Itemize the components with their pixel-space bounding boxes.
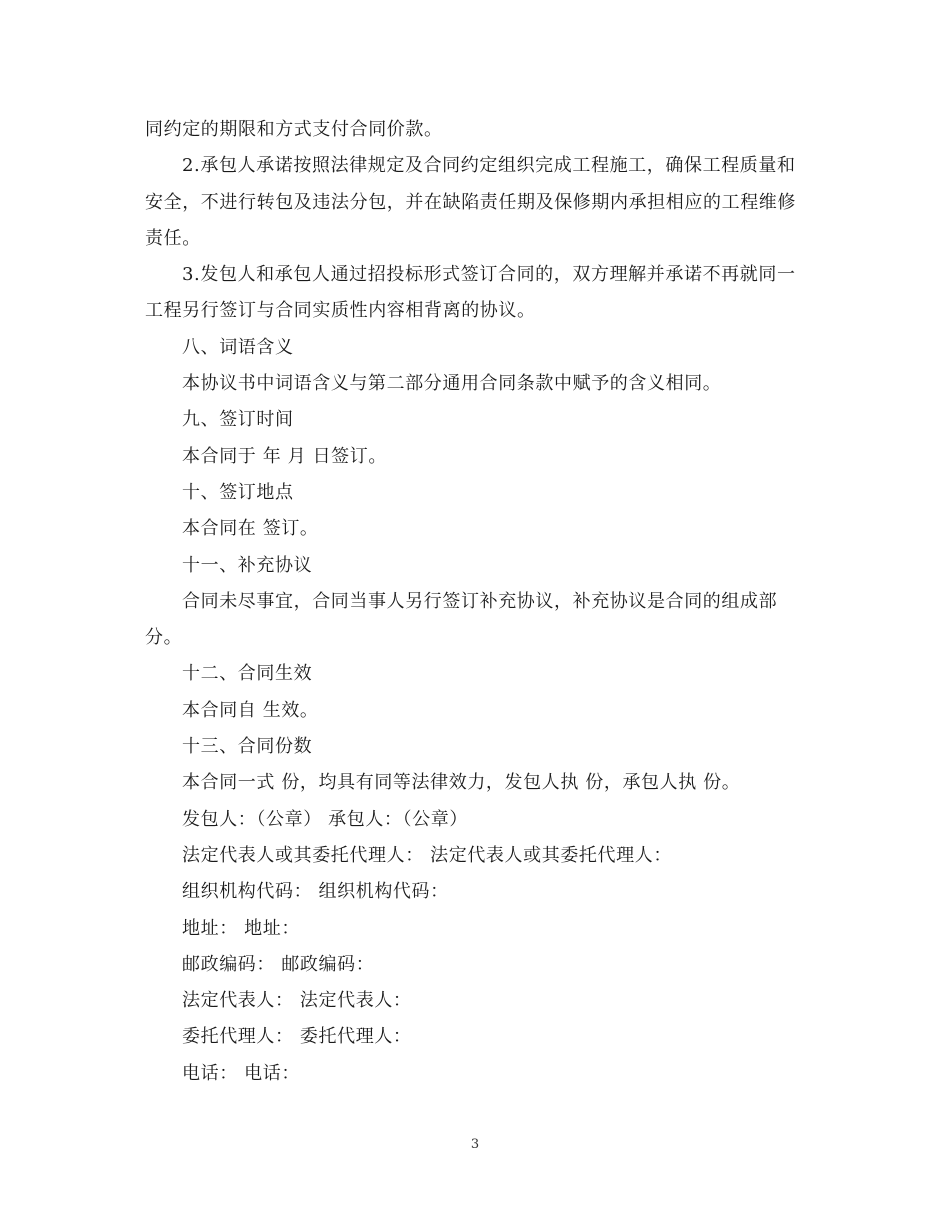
section-heading: 十二、合同生效 bbox=[182, 663, 313, 685]
signature-line: 组织机构代码： 组织机构代码： bbox=[182, 881, 449, 903]
signature-line: 发包人：（公章） 承包人：（公章） bbox=[182, 808, 468, 830]
text-line: 本合同在 签订。 bbox=[182, 518, 319, 540]
section-heading: 十、签订地点 bbox=[182, 481, 294, 503]
text-line: 2.承包人承诺按照法律规定及合同约定组织完成工程施工，确保工程质量和 bbox=[182, 155, 796, 177]
section-heading: 八、词语含义 bbox=[182, 336, 294, 358]
document-body bbox=[145, 112, 805, 1092]
text-line: 本协议书中词语含义与第二部分通用合同条款中赋予的含义相同。 bbox=[182, 373, 722, 395]
section-heading: 十三、合同份数 bbox=[182, 736, 313, 758]
section-heading: 十一、补充协议 bbox=[182, 554, 313, 576]
text-line: 本合同一式 份，均具有同等法律效力，发包人执 份，承包人执 份。 bbox=[182, 772, 741, 794]
text-line: 工程另行签订与合同实质性内容相背离的协议。 bbox=[145, 300, 536, 322]
text-line: 责任。 bbox=[145, 227, 201, 249]
signature-line: 法定代表人或其委托代理人： 法定代表人或其委托代理人： bbox=[182, 844, 672, 866]
text-line: 3.发包人和承包人通过招投标形式签订合同的，双方理解并承诺不再就同一 bbox=[182, 264, 796, 286]
text-line: 安全，不进行转包及违法分包，并在缺陷责任期及保修期内承担相应的工程维修 bbox=[145, 191, 796, 213]
text-line: 合同未尽事宜，合同当事人另行签订补充协议，补充协议是合同的组成部 bbox=[182, 590, 778, 612]
signature-line: 电话： 电话： bbox=[182, 1062, 300, 1084]
signature-line: 法定代表人： 法定代表人： bbox=[182, 990, 412, 1012]
text-line: 同约定的期限和方式支付合同价款。 bbox=[145, 119, 443, 140]
page-number: 3 bbox=[470, 1137, 480, 1152]
text-line: 本合同自 生效。 bbox=[182, 699, 319, 721]
section-heading: 九、签订时间 bbox=[182, 409, 294, 431]
text-line: 分。 bbox=[145, 627, 183, 649]
signature-line: 地址： 地址： bbox=[182, 917, 300, 939]
signature-line: 邮政编码： 邮政编码： bbox=[182, 953, 375, 975]
signature-line: 委托代理人： 委托代理人： bbox=[182, 1026, 412, 1048]
text-line: 本合同于 年 月 日签订。 bbox=[182, 445, 387, 467]
